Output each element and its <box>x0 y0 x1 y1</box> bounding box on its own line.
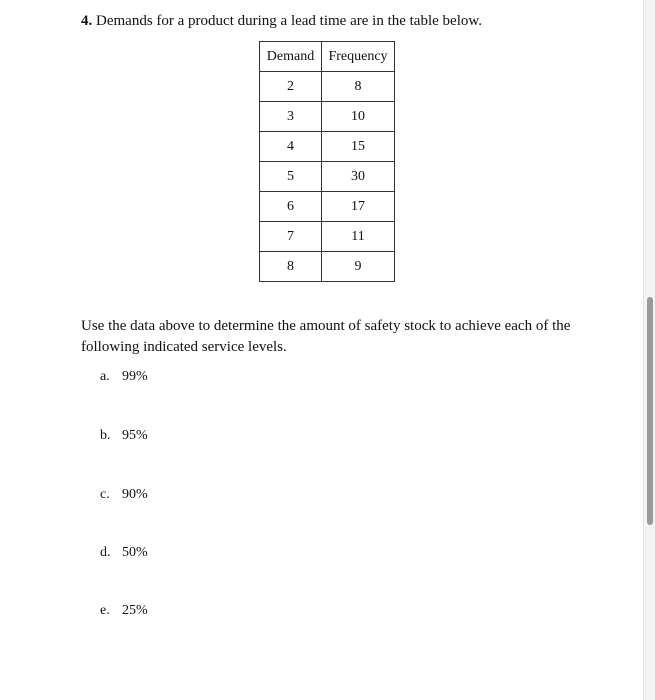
frequency-cell: 8 <box>322 72 395 102</box>
frequency-cell: 11 <box>322 222 395 252</box>
demand-cell: 4 <box>260 132 322 162</box>
table-row <box>260 252 395 282</box>
option-letter: d. <box>100 545 111 560</box>
option-value: 25% <box>122 603 148 618</box>
option-e <box>100 601 148 621</box>
scrollbar-thumb[interactable] <box>647 297 653 525</box>
table-row <box>260 132 395 162</box>
demand-cell: 2 <box>260 72 322 102</box>
option-value: 99% <box>122 369 148 384</box>
option-d <box>100 543 148 563</box>
option-value: 95% <box>122 428 148 443</box>
demand-cell: 6 <box>260 192 322 222</box>
option-value: 50% <box>122 545 148 560</box>
question-number: 4. <box>81 13 93 29</box>
frequency-cell: 17 <box>322 192 395 222</box>
frequency-cell: 10 <box>322 102 395 132</box>
frequency-cell: 15 <box>322 132 395 162</box>
table-header-row <box>260 42 395 72</box>
question-text: Demands for a product during a lead time are in the table below. <box>96 13 482 29</box>
option-c <box>100 485 148 505</box>
demand-cell: 7 <box>260 222 322 252</box>
demand-frequency-table <box>259 41 395 282</box>
demand-cell: 8 <box>260 252 322 282</box>
frequency-column-header: Frequency <box>322 42 395 72</box>
frequency-cell: 30 <box>322 162 395 192</box>
demand-cell: 5 <box>260 162 322 192</box>
frequency-cell: 9 <box>322 252 395 282</box>
table-row <box>260 222 395 252</box>
option-value: 90% <box>122 487 148 502</box>
table-row <box>260 102 395 132</box>
option-letter: c. <box>100 487 110 502</box>
table-row <box>260 162 395 192</box>
option-b <box>100 426 148 446</box>
table-row <box>260 72 395 102</box>
option-a <box>100 367 148 387</box>
demand-column-header: Demand <box>260 42 322 72</box>
instructions-text: Use the data above to determine the amount of safety stock to achieve each of the following indicated service levels. <box>81 318 571 355</box>
demand-cell: 3 <box>260 102 322 132</box>
table-row <box>260 192 395 222</box>
option-letter: a. <box>100 369 110 384</box>
question-title <box>81 11 482 31</box>
option-letter: e. <box>100 603 110 618</box>
vertical-scrollbar[interactable] <box>643 0 655 700</box>
option-letter: b. <box>100 428 111 443</box>
